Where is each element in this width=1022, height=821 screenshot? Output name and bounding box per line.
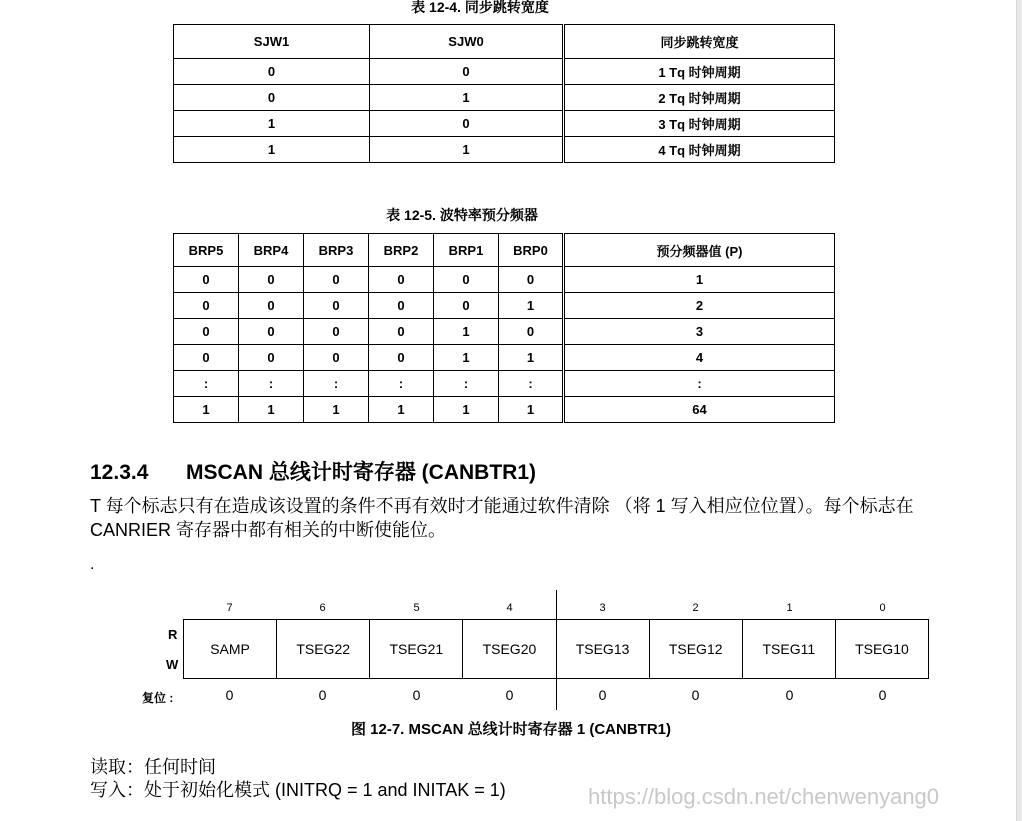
reset-value: 0	[878, 687, 887, 703]
bit-number: 3	[599, 602, 606, 614]
table-cell: 3 Tq 时钟周期	[564, 111, 835, 137]
table-header-row	[174, 234, 835, 267]
table-cell: 0	[174, 267, 239, 293]
bit-number: 2	[692, 602, 699, 614]
reset-value: 0	[505, 687, 514, 703]
table-12-5	[173, 233, 835, 423]
write-access-text: 写入：处于初始化模式 (INITRQ = 1 and INITAK = 1)	[90, 780, 506, 800]
section-title: MSCAN 总线计时寄存器 (CANBTR1)	[186, 461, 536, 484]
table-cell: 64	[564, 397, 835, 423]
table-cell: 0	[370, 111, 564, 137]
table-row	[174, 319, 835, 345]
header-cell: SJW0	[370, 25, 564, 59]
table-cell: 1	[434, 397, 499, 423]
reset-value-row	[183, 687, 929, 705]
reset-value: 0	[412, 687, 421, 703]
table-cell: 0	[304, 267, 369, 293]
body-paragraph: T 每个标志只有在造成该设置的条件不再有效时才能通过软件清除 （将 1 写入相应位位置）。每个标志在 CANRIER 寄存器中都有相关的中断使能位。	[90, 496, 914, 540]
header-cell: BRP2	[369, 234, 434, 267]
bit-number: 5	[413, 602, 420, 614]
register-bit-field: SAMP	[184, 620, 277, 678]
table-cell: 1	[369, 397, 434, 423]
table-row	[174, 371, 835, 397]
table-cell: 3	[564, 319, 835, 345]
table-cell: 1	[434, 319, 499, 345]
table-cell: 1	[370, 137, 564, 163]
table-row	[174, 59, 835, 85]
table-cell: 0	[499, 267, 564, 293]
table-cell: 0	[239, 345, 304, 371]
table-cell: :	[239, 371, 304, 397]
table-cell: 0	[369, 345, 434, 371]
header-cell: BRP1	[434, 234, 499, 267]
table-cell: 0	[239, 293, 304, 319]
table-cell: 0	[499, 319, 564, 345]
bit-number: 7	[226, 602, 233, 614]
table-cell: 0	[174, 345, 239, 371]
register-bit-field: TSEG10	[855, 641, 909, 657]
watermark-text: https://blog.csdn.net/chenwenyang0	[588, 784, 940, 809]
register-bit-field: TSEG13	[557, 620, 650, 678]
figure-caption: 图 12-7. MSCAN 总线计时寄存器 1 (CANBTR1)	[350, 721, 672, 738]
table-row	[174, 137, 835, 163]
section-number: 12.3.4	[90, 461, 149, 484]
bit-number: 0	[879, 602, 886, 614]
table-cell: 1	[499, 345, 564, 371]
bit-number: 4	[506, 602, 513, 614]
scrollbar[interactable]	[1016, 0, 1022, 821]
table-cell: 0	[174, 319, 239, 345]
table-cell: 1	[499, 397, 564, 423]
table-cell: :	[434, 371, 499, 397]
table-cell: 1	[304, 397, 369, 423]
read-label: R	[168, 627, 178, 642]
table-header-row	[174, 25, 835, 59]
table-cell: 1	[434, 345, 499, 371]
reset-value: 0	[318, 687, 327, 703]
table-cell: 0	[174, 293, 239, 319]
reset-label: 复位 :	[142, 691, 174, 705]
table-cell: :	[499, 371, 564, 397]
header-cell: SJW1	[174, 25, 370, 59]
header-cell: BRP0	[499, 234, 564, 267]
table-cell: 1	[174, 397, 239, 423]
write-label: W	[166, 657, 179, 672]
header-cell: BRP4	[239, 234, 304, 267]
table-cell: 1	[499, 293, 564, 319]
table-row	[174, 267, 835, 293]
table-cell: 1	[564, 267, 835, 293]
reset-value: 0	[691, 687, 700, 703]
table-cell: 4	[564, 345, 835, 371]
table-cell: 0	[174, 85, 370, 111]
table-cell: 0	[434, 267, 499, 293]
table-cell: 1	[370, 85, 564, 111]
table-row	[174, 397, 835, 423]
bit-number: 6	[319, 602, 326, 614]
table-cell: 0	[304, 319, 369, 345]
table-cell: 0	[434, 293, 499, 319]
header-cell: BRP5	[174, 234, 239, 267]
table-row	[174, 111, 835, 137]
register-bit-field: TSEG21	[370, 620, 463, 678]
table-cell: :	[174, 371, 239, 397]
reset-value: 0	[785, 687, 794, 703]
bit-number-row	[183, 602, 929, 616]
table-cell: 0	[369, 267, 434, 293]
table-12-5-caption: 表 12-5. 波特率预分频器	[386, 207, 538, 223]
table-12-4	[173, 24, 835, 163]
table-row	[174, 85, 835, 111]
table-cell: 2	[564, 293, 835, 319]
reset-value: 0	[225, 687, 234, 703]
table-cell: 0	[174, 59, 370, 85]
table-row	[174, 293, 835, 319]
table-cell: 0	[369, 319, 434, 345]
section-heading	[90, 456, 536, 486]
table-cell: 0	[304, 345, 369, 371]
table-cell: 2 Tq 时钟周期	[564, 85, 835, 111]
read-access-text: 读取：任何时间	[90, 757, 216, 777]
register-bit-field: TSEG12	[650, 620, 743, 678]
table-cell: :	[304, 371, 369, 397]
table-cell: 0	[239, 319, 304, 345]
table-cell: 0	[369, 293, 434, 319]
table-12-4-caption: 表 12-4. 同步跳转宽度	[411, 0, 549, 15]
table-cell: 1	[174, 137, 370, 163]
register-bit-field: TSEG11	[743, 620, 836, 678]
table-cell: :	[564, 371, 835, 397]
register-bit-field: TSEG20	[463, 620, 556, 678]
bit-number: 1	[786, 602, 793, 614]
table-cell: 0	[370, 59, 564, 85]
header-cell: BRP3	[304, 234, 369, 267]
table-cell: 0	[239, 267, 304, 293]
table-cell: 1	[239, 397, 304, 423]
header-cell: 同步跳转宽度	[564, 25, 835, 59]
table-row	[174, 345, 835, 371]
register-bit-field: TSEG22	[277, 620, 370, 678]
table-cell: 0	[304, 293, 369, 319]
reset-value: 0	[598, 687, 607, 703]
register-bit-row	[183, 619, 929, 679]
stray-dot: .	[90, 556, 95, 573]
table-cell: 1 Tq 时钟周期	[564, 59, 835, 85]
table-cell: 1	[174, 111, 370, 137]
header-cell: 预分频器值 (P)	[564, 234, 835, 267]
table-cell: :	[369, 371, 434, 397]
table-cell: 4 Tq 时钟周期	[564, 137, 835, 163]
